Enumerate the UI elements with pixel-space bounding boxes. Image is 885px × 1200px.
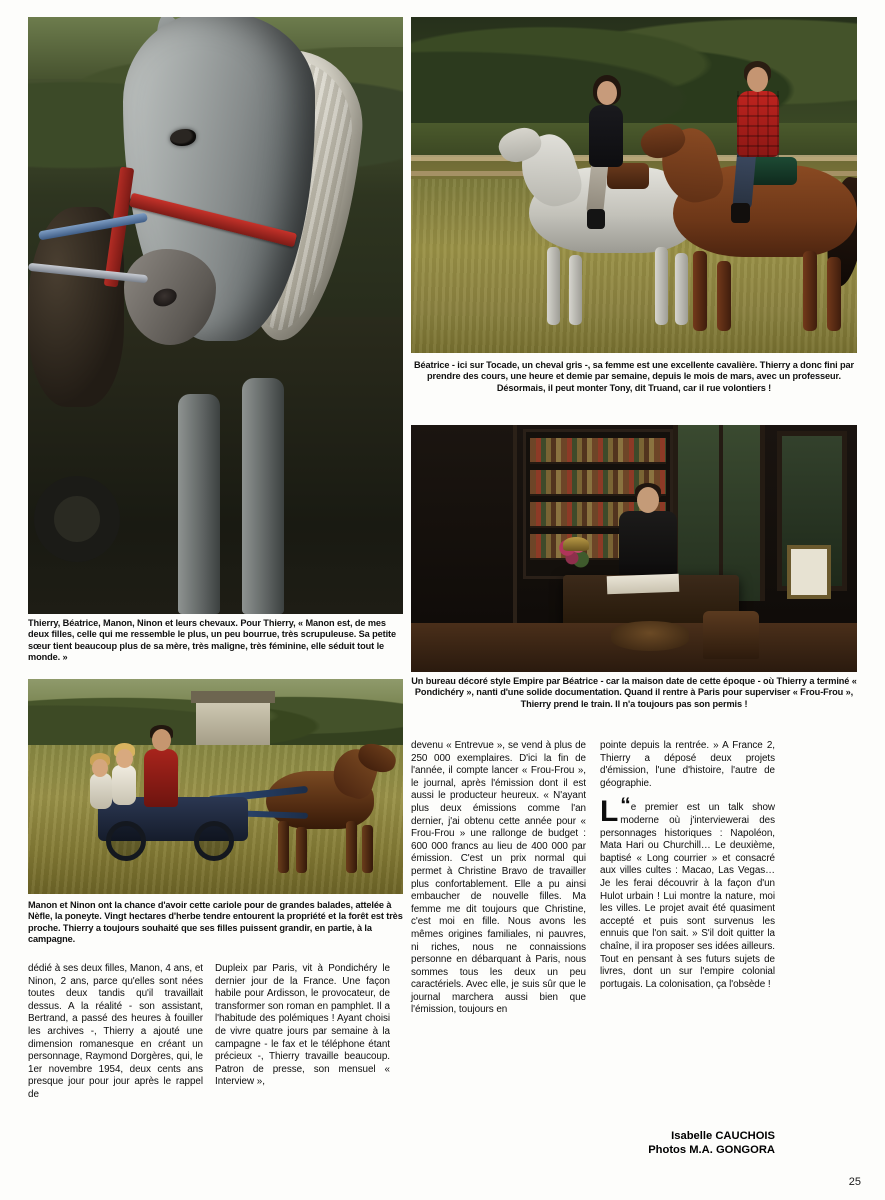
body-text-2: Dupleix par Paris, vit à Pondichéry le dernier jour de la France. Une façon habile pour Ardisson, le provocateur, de transformer son roman en pamphlet. Il a l'habitude des polémiques ! Ayant choisi de vivre quatre jours par semaine à la campagne - le fax et le téléphone étant précieux -, Thierry travaille beaucoup. Patron de presse, son mensuel « Interview »,: [215, 963, 390, 1088]
man-rider-torso-red-shirt: [737, 91, 779, 157]
tyre-object: [34, 476, 120, 562]
body-column-1: [28, 963, 203, 1102]
body-text-3: devenu « Entrevue », se vend à plus de 250 000 exemplaires. D'ici la fin de l'année, il compte lancer « Frou-Frou », le journal, après l'émission dont il est aussi le producteur heureux. « N'ayant plus deux émissions comme l'an dernier, j'ai obtenu cette année pour « Frou-Frou » une rallonge de budget : 600 000 francs au lieu de 400 000 par émission. C'est un prix normal qui permet à Christine Bravo de travailler plus confortablement. Elle a pu ainsi embaucher de nouvelle filles. Ma femme me dit toujours que Christine, c'est moi en fille. Nous avons les mêmes origines familiales, ni pauvres, ni riches, nous ne connaissions personne en débarquant à Paris, nous sommes tous les deux un peu caractériels. Avec elle, je suis sûr que le journal marchera aussi bien que l'émission, toujours en: [411, 740, 586, 1016]
photo-credit: Photos M.A. GONGORA: [648, 1143, 775, 1156]
caption-bureau: Un bureau décoré style Empire par Béatrice - car la maison date de cette époque - où Thierry a terminé « Pondichéry », nanti d'une solide documentation. Quand il rentre à Paris pour superviser « Frou-Frou », Thierry prend le train. Il n'a toujours pas son permis !: [411, 676, 857, 709]
child-two-body: [90, 773, 112, 809]
man-rider-head: [747, 67, 768, 92]
framed-picture: [787, 545, 831, 599]
desk-lamp: [563, 537, 589, 551]
woman-rider-boot: [587, 209, 605, 229]
child-one-body: [112, 765, 136, 805]
country-house: [196, 701, 270, 747]
papers-on-desk: [607, 574, 680, 595]
open-quote-mark: “: [620, 794, 631, 818]
page-number: 25: [848, 1176, 861, 1188]
photo-grey-horse-head: [28, 17, 403, 614]
doorway: [417, 425, 517, 625]
woman-rider-torso: [589, 105, 623, 167]
driver-head: [152, 729, 171, 751]
child-one-head: [116, 749, 133, 768]
grey-horse-legs: [543, 245, 693, 325]
body-column-3: [411, 740, 586, 1017]
body-text-4-quote: [600, 794, 775, 991]
body-text-4-rest: e premier est un talk show moderne où j'interviewerai des personnages historiques : Napoléon, Mata Hari ou Churchill… Le deuxième, baptisé « Long courrier » et consacré aux villes cultes : Macao, Las Vegas… Je les ferai découvrir à la façon d'un Hulot urbain ! Lui montre la nature, moi les villes. Le projet avait été quasiment accepté et puis sont survenus les ennuis que l'on sait. » S'il doit quitter la chaîne, il ira proposer ses idées ailleurs. Tout en pensant à ses futurs sujets de livres, dont un sur l'empire colonial portugais. La colonisation, ça l'obsède !: [600, 802, 775, 990]
book-shelf: [530, 438, 666, 464]
cart-wheel-right: [194, 821, 234, 861]
body-text-1: dédié à ses deux filles, Manon, 4 ans, et Ninon, 2 ans, parce qu'elles sont nées toutes deux tandis qu'il travaillait dessus. A la réalité - son assistant, Bertrand, a passé des heures à fouiller les archives -, Thierry a ajouté une dimension romanesque en créant un personnage, Raymond Dorgères, qui, le 1er novembre 1954, deux cents ans presque jour pour jour après le rappel de: [28, 963, 203, 1100]
pony-legs: [276, 819, 376, 873]
seated-man-body: [619, 511, 677, 581]
driver-torso-red-shirt: [144, 749, 178, 807]
child-two-head: [92, 759, 108, 777]
body-column-2: [215, 963, 390, 1089]
woman-rider-head: [597, 81, 617, 105]
drop-cap-letter: L: [600, 795, 619, 829]
round-side-table: [611, 621, 689, 651]
caption-beatrice: Béatrice - ici sur Tocade, un cheval gris -, sa femme est une excellente cavalière. Thierry a donc fini par prendre des cours, une heure et demie par semaine, depuis le mois de mars, avec un professeur. Désormais, il peut monter Tony, dit Truand, car il rue volontiers !: [413, 360, 854, 393]
tree-canopy: [411, 17, 857, 135]
author-name: Isabelle CAUCHOIS: [671, 1130, 775, 1142]
armchair: [703, 611, 759, 659]
body-text-4-top: pointe depuis la rentrée. » A France 2, Thierry a déposé deux projets d'émission, l'une d'histoire, l'autre de géographie.: [600, 740, 775, 789]
man-rider-boot: [731, 203, 750, 223]
hedge-row: [411, 123, 857, 157]
body-column-4: [600, 740, 775, 991]
bay-horse-legs: [691, 249, 851, 331]
cart-wheel-left: [106, 821, 146, 861]
seated-man-head: [637, 487, 659, 513]
article-signature: [600, 1130, 775, 1157]
horse-foreleg-right: [242, 378, 284, 614]
caption-cariole: Manon et Ninon ont la chance d'avoir cette cariole pour de grandes balades, attelée à Nèfle, la poneyte. Vingt hectares d'herbe tendre entourent la propriété et la forêt est très proche. Thierry a toujours souhaité que ses filles puissent grandir, en partie, à la campagne.: [28, 900, 403, 944]
photo-pony-cart: [28, 679, 403, 894]
caption-family-horses: Thierry, Béatrice, Manon, Ninon et leurs chevaux. Pour Thierry, « Manon est, de mes deux filles, celle qui me ressemble le plus, un peu bourrue, très scrupuleuse. Sa petite sœur tient beaucoup plus de sa mère, très maligne, très féminine, elle séduit tout le monde. »: [28, 618, 397, 662]
photo-two-riders: [411, 17, 857, 353]
photo-bureau-empire: [411, 425, 857, 672]
horse-foreleg-left: [178, 394, 220, 614]
